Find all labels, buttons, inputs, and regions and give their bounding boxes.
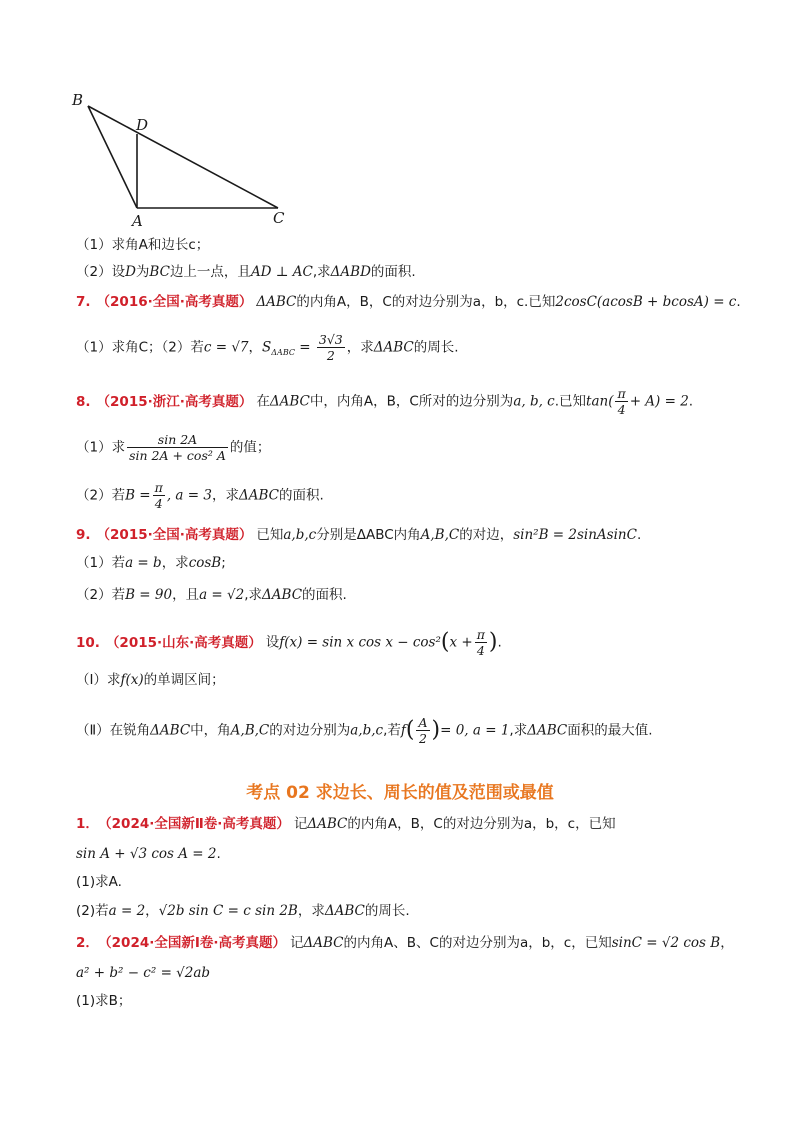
p10-number: 10. xyxy=(76,634,100,651)
p9-formula: sin²B = 2sinAsinC xyxy=(513,527,637,543)
s2-formula-line xyxy=(76,964,210,982)
s2-formula2: a² + b² − c² = √2ab xyxy=(76,965,211,981)
label-d: D xyxy=(136,116,149,134)
p9-ABC: A,B,C xyxy=(420,527,460,543)
p8-q2-pre: （2）若 xyxy=(76,487,126,504)
label-a: A xyxy=(132,212,143,230)
p10-q2-mid2: 的对边分别为 xyxy=(269,722,351,739)
s1-stem xyxy=(76,815,616,833)
p7-q-tri: ΔABC xyxy=(373,339,414,356)
s2-stem xyxy=(76,934,734,952)
p6-q2-pre: （2）设 xyxy=(76,264,126,280)
p9-q1-end: ; xyxy=(221,555,226,571)
p10-q2-abc: a,b,c xyxy=(350,722,384,739)
p7-end: . xyxy=(736,294,741,310)
p10-q2-mid1: 中，角 xyxy=(190,722,231,739)
section-title: 考点 02 求边长、周长的值及范围或最值 xyxy=(246,783,554,803)
p8-q2-fraction xyxy=(153,480,165,511)
p6-q2-tri: ΔABD xyxy=(330,264,371,280)
p7-comma: ， xyxy=(248,339,263,356)
p10-q2-pre: （Ⅱ）在锐角 xyxy=(76,722,151,739)
p10-q2-paren-l: ( xyxy=(405,717,415,743)
triangle-diagram xyxy=(70,88,300,233)
p10-paren-l: ( xyxy=(440,629,450,655)
p10-pi: π xyxy=(476,627,485,642)
p7-formula: 2cosC(acosB + bcosA) = c xyxy=(555,294,737,310)
s2-comma: ， xyxy=(720,935,734,951)
p10-q2-end: 面积的最大值. xyxy=(567,722,653,739)
p10-q2-A: A xyxy=(418,715,428,730)
s2-formula: sinC = √2 cos B xyxy=(611,935,721,951)
p9-q2-pre: （2）若 xyxy=(76,587,126,603)
p10-q2-tri: ΔABC xyxy=(150,722,191,739)
p8-pi-fraction xyxy=(615,386,627,417)
p10-q2-tri2: ΔABC xyxy=(527,722,568,739)
p7-questions xyxy=(76,332,459,363)
p9-text1: 已知 xyxy=(256,527,284,543)
p10-q2-fraction xyxy=(416,715,429,746)
p8-q2-tri: ΔABC xyxy=(238,487,279,504)
p8-q2-mid: ，求 xyxy=(211,487,239,504)
p10-q1-end: 的单调区间； xyxy=(143,672,225,688)
p7-source: （2016·全国·高考真题） xyxy=(96,294,253,310)
p7-text: 的内角A，B，C的对边分别为a，b，c.已知 xyxy=(296,294,556,310)
s1-q1-text: (1)求A. xyxy=(76,874,122,890)
p9-q1-eq: a = b xyxy=(125,555,162,571)
s2-source: （2024·全国新Ⅰ卷·高考真题） xyxy=(104,935,287,951)
p8-q2-post: , a = 3 xyxy=(166,487,212,504)
p7-frac-den: 2 xyxy=(317,347,345,363)
p10-question-2 xyxy=(76,715,653,746)
p9-q2-end: 的面积. xyxy=(302,587,347,603)
p9-text3: 的对边， xyxy=(459,527,514,543)
p9-q2-b: B = 90 xyxy=(125,587,173,603)
p8-tan-pre: tan( xyxy=(586,393,614,410)
p9-abc: a,b,c xyxy=(283,527,317,543)
p9-q1-cos: cosB xyxy=(188,555,222,571)
triangle-figure xyxy=(70,88,300,233)
p10-paren-r: ) xyxy=(488,629,498,655)
p7-s-label: S xyxy=(262,339,272,356)
p10-q2-ABC: A,B,C xyxy=(230,722,270,739)
p9-q2-a: a = √2 xyxy=(199,587,245,603)
s1-end: . xyxy=(216,846,221,862)
s1-tri: ΔABC xyxy=(307,816,348,832)
p6-q2-mid2: 边上一点，且 xyxy=(169,264,251,280)
p8-source: （2015·浙江·高考真题） xyxy=(96,393,253,410)
p6-q2-perp: AD ⊥ AC xyxy=(250,264,313,280)
s1-source: （2024·全国新Ⅱ卷·高考真题） xyxy=(104,816,290,832)
p8-q1-fraction xyxy=(127,432,228,463)
p6-q1-text: （1）求角A和边长c； xyxy=(76,237,210,253)
p6-q2-bc: BC xyxy=(149,264,170,280)
s1-number: 1． xyxy=(76,816,99,832)
p8-stem xyxy=(76,386,693,417)
p8-q1-end: 的值； xyxy=(229,439,271,456)
p10-x-plus: x + xyxy=(449,634,473,651)
p9-number: 9. xyxy=(76,527,91,543)
p8-question-2 xyxy=(76,480,324,511)
p10-q2-eq: = 0, a = 1 xyxy=(440,722,510,739)
p10-q2-paren-r: ) xyxy=(431,717,441,743)
p10-text1: 设 xyxy=(265,634,280,651)
p10-four: 4 xyxy=(475,642,487,658)
p10-pi-fraction xyxy=(475,627,487,658)
p10-f: f(x) = sin x cos x − cos² xyxy=(279,634,441,651)
s1-q2-end: 的周长. xyxy=(364,903,410,919)
p9-q2-tri: ΔABC xyxy=(262,587,303,603)
p9-text2: 分别是ΔABC内角 xyxy=(316,527,421,543)
p10-q2-mid3: ,若 xyxy=(383,722,401,739)
s1-question-2 xyxy=(76,902,410,920)
p10-q2-two: 2 xyxy=(416,730,429,746)
s1-q2-tri: ΔABC xyxy=(324,903,365,919)
p9-q1-pre: （1）若 xyxy=(76,555,126,571)
p10-source: （2015·山东·高考真题） xyxy=(105,634,262,651)
label-c: C xyxy=(273,209,285,227)
s2-tri: ΔABC xyxy=(303,935,344,951)
p9-question-1 xyxy=(76,554,226,572)
p8-abc: a, b, c xyxy=(513,393,555,410)
p10-q1-pre: （Ⅰ）求 xyxy=(76,672,121,688)
p7-q-text: （1）求角C；（2）若 xyxy=(76,339,204,356)
p6-q2-d: D xyxy=(125,264,136,280)
p7-area-fraction xyxy=(317,332,345,363)
p7-stem xyxy=(76,293,741,311)
p9-q2-mid2: ,求 xyxy=(244,587,263,603)
p6-q2-mid1: 为 xyxy=(135,264,150,280)
p10-q2-f: f xyxy=(400,722,406,739)
s1-q2-eq: √2b sin C = c sin 2B xyxy=(158,903,298,919)
p6-q2-mid3: ,求 xyxy=(312,264,331,280)
p6-question-2 xyxy=(76,263,416,281)
p8-tri: ΔABC xyxy=(269,393,310,410)
p6-question-1 xyxy=(76,236,209,254)
p7-q-end: 的周长. xyxy=(413,339,459,356)
p9-source: （2015·全国·高考真题） xyxy=(96,527,253,543)
s2-question-1 xyxy=(76,992,131,1010)
s1-formula: sin A + √3 cos A = 2 xyxy=(76,846,217,862)
p8-q2-b: B = xyxy=(125,487,151,504)
p10-question-1 xyxy=(76,671,225,689)
s1-text2: 的内角A，B，C的对边分别为a，b，c，已知 xyxy=(347,816,616,832)
s1-q2-mid: ，求 xyxy=(297,903,325,919)
p8-text3: .已知 xyxy=(554,393,587,410)
p10-end: . xyxy=(497,634,502,651)
s1-formula-line xyxy=(76,845,221,863)
p8-q2-end: 的面积. xyxy=(278,487,324,504)
p10-q1-f: f(x) xyxy=(120,672,144,688)
p8-q2-pi: π xyxy=(154,480,163,495)
s1-question-1 xyxy=(76,873,122,891)
s1-q2-pre: (2)若 xyxy=(76,903,109,919)
p9-end: . xyxy=(636,527,642,543)
p9-q1-mid: ，求 xyxy=(161,555,189,571)
s2-text2: 的内角A、B、C的对边分别为a，b，c，已知 xyxy=(343,935,612,951)
p8-end: . xyxy=(688,393,694,410)
p8-four: 4 xyxy=(615,401,627,417)
p9-stem xyxy=(76,526,641,544)
s2-text1: 记 xyxy=(290,935,304,951)
p7-frac-num: 3√3 xyxy=(318,332,343,347)
p8-text1: 在 xyxy=(256,393,270,410)
p8-f-den: sin 2A + cos² A xyxy=(129,448,226,463)
p9-q2-mid: ，且 xyxy=(172,587,200,603)
label-b: B xyxy=(72,91,84,109)
p7-number: 7. xyxy=(76,294,91,310)
p8-number: 8. xyxy=(76,393,91,410)
p7-q-mid: ，求 xyxy=(346,339,374,356)
p10-q2-mid4: ,求 xyxy=(509,722,528,739)
edge-bc xyxy=(88,106,278,208)
p7-s-eq: = xyxy=(294,339,315,356)
s2-q1-text: (1)求B； xyxy=(76,993,132,1009)
p6-q2-end: 的面积. xyxy=(370,264,416,280)
edge-ba xyxy=(88,106,137,208)
p7-s-sub: ΔABC xyxy=(271,348,295,358)
p8-text2: 中，内角A，B，C所对的边分别为 xyxy=(309,393,514,410)
p7-tri: ΔABC xyxy=(256,294,297,310)
p8-pi: π xyxy=(617,386,626,401)
p8-tan-post: + A) = 2 xyxy=(629,393,689,410)
p10-stem xyxy=(76,627,502,658)
s2-number: 2． xyxy=(76,935,99,951)
s1-q2-comma: ， xyxy=(145,903,159,919)
p7-c-eq: c = √7 xyxy=(203,339,249,356)
p8-f-num: sin 2A xyxy=(157,432,198,447)
p8-q2-four: 4 xyxy=(153,495,165,511)
p8-q1-pre: （1）求 xyxy=(76,439,126,456)
p8-question-1 xyxy=(76,432,270,463)
s1-text1: 记 xyxy=(293,816,308,832)
p9-question-2 xyxy=(76,586,347,604)
s1-q2-a: a = 2 xyxy=(108,903,146,919)
